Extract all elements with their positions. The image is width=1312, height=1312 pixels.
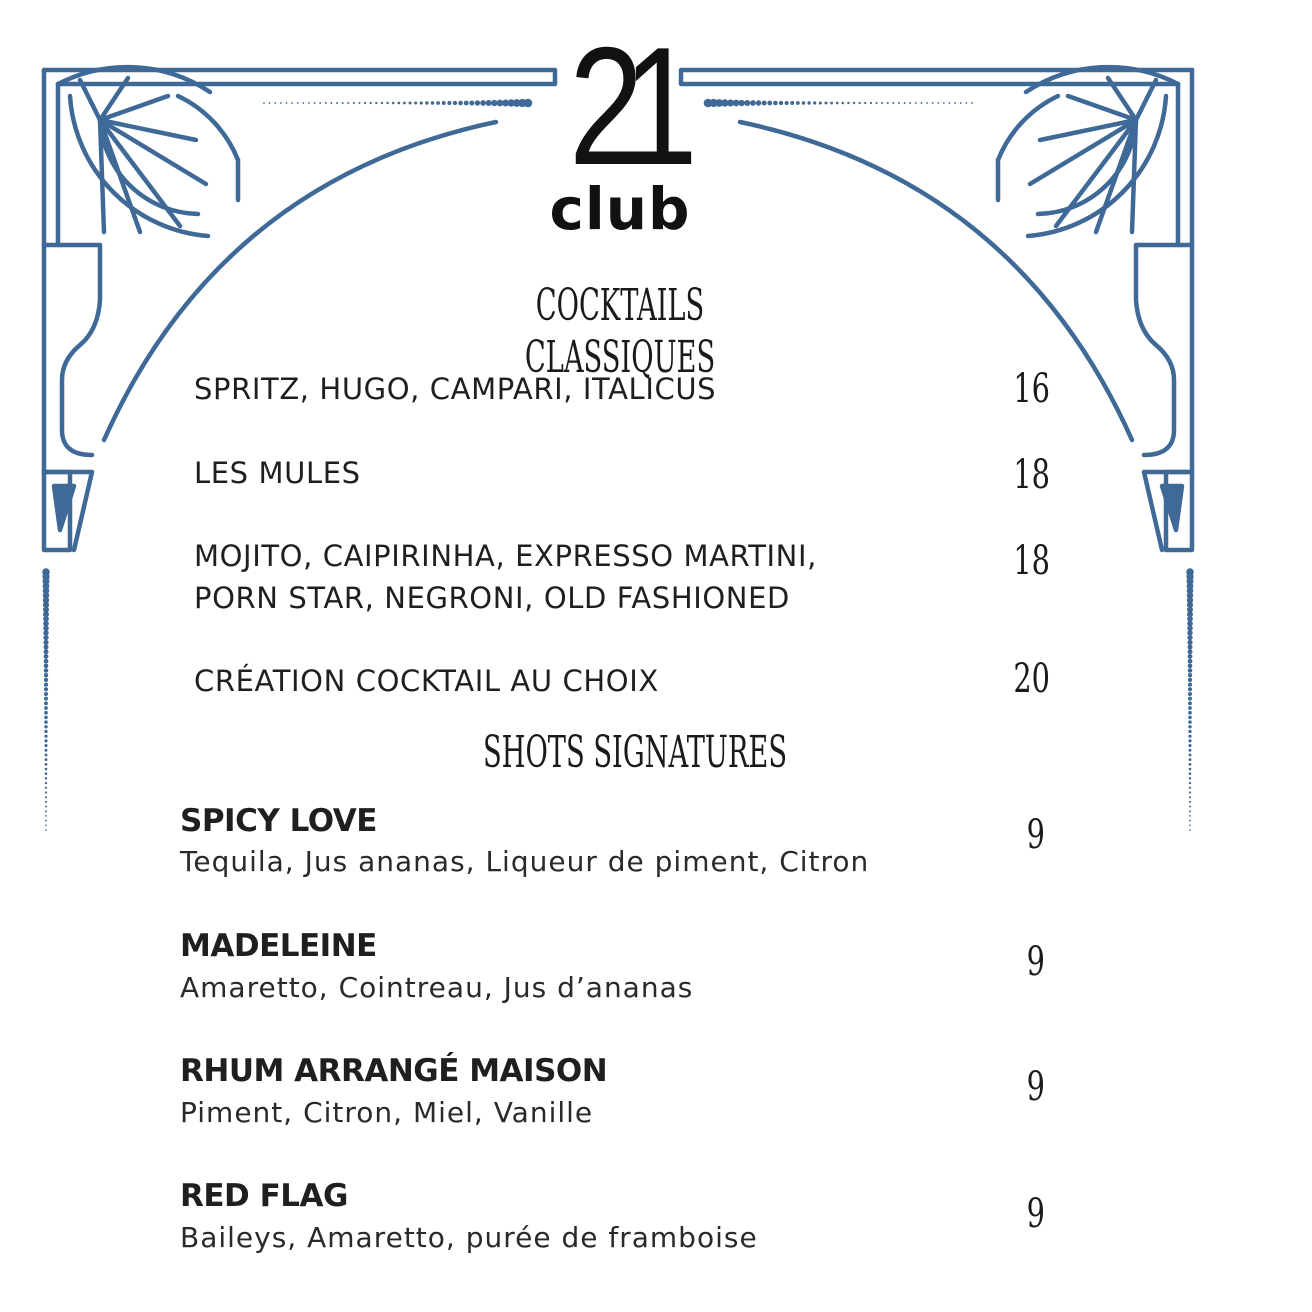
menu-item-line: MOJITO, CAIPIRINHA, EXPRESSO MARTINI, [194, 539, 817, 573]
ornament-dot [44, 730, 47, 733]
ornament-dot [881, 102, 883, 104]
ornament-dot [442, 101, 446, 105]
ornament-dot [1188, 720, 1191, 723]
ornament-dot [464, 101, 469, 106]
ornament-dot [1189, 810, 1191, 812]
ornament-dot [1188, 725, 1191, 728]
ornament-dot [1189, 791, 1191, 793]
ornament-dot [937, 102, 939, 104]
ornament-dot [1188, 735, 1191, 738]
ornament-dot [44, 725, 47, 728]
ornament-dot [842, 102, 845, 105]
ornament-dot [954, 102, 956, 104]
ornament-dot [1188, 716, 1192, 720]
ornament-dot [904, 102, 906, 104]
ornament-dot [943, 102, 945, 104]
ornament-dot [1189, 829, 1191, 831]
ornament-dot [45, 782, 47, 784]
menu-item-price: 18 [1013, 538, 1050, 584]
ornament-dot [302, 102, 304, 104]
menu-item-price: 18 [1013, 452, 1050, 498]
ornament-dot [1188, 706, 1192, 710]
ornament-dot [824, 102, 827, 105]
shot-price: 9 [1026, 939, 1045, 985]
ornament-dot [44, 720, 47, 723]
ornament-dot [397, 102, 400, 105]
ornament-dot [1187, 626, 1193, 632]
ornament-dot [807, 101, 810, 104]
ornament-dot [286, 102, 288, 104]
ornament-dot [847, 102, 849, 104]
ornament-dot [44, 701, 48, 705]
ornament-dot [1187, 630, 1192, 635]
ornament-dot [1189, 758, 1192, 761]
menu-item-line: LES MULES [194, 456, 361, 490]
ornament-dot [43, 645, 48, 650]
ornament-dot [926, 102, 928, 104]
ornament-dot [1187, 640, 1192, 645]
ornament-dot [870, 102, 872, 104]
ornament-dot [45, 791, 47, 793]
logo-word: club [549, 175, 691, 243]
menu-item-mules [194, 452, 914, 494]
ornament-dot [45, 801, 47, 803]
menu-item-line: PORN STAR, NEGRONI, OLD FASHIONED [194, 581, 790, 615]
ornament-dot [44, 744, 47, 747]
ornament-dot [1189, 768, 1192, 771]
ornament-dot [45, 777, 47, 779]
ornament-dot [44, 663, 49, 668]
ornament-dot [44, 668, 49, 673]
ornament-dot [44, 739, 47, 742]
ornament-dot [744, 100, 750, 106]
ornament-dot [1189, 749, 1192, 752]
ornament-dot [45, 772, 48, 775]
ornament-dot [932, 102, 934, 104]
ornament-dot [392, 102, 395, 105]
ornament-dot [43, 635, 48, 640]
ornament-dot [447, 101, 451, 105]
shot-name: SPICY LOVE [180, 803, 377, 839]
shot-price: 9 [1026, 1191, 1045, 1237]
ornament-dot [1187, 645, 1192, 650]
ornament-dot [291, 102, 293, 104]
ornament-dot [45, 758, 48, 761]
menu-item-line: SPRITZ, HUGO, CAMPARI, ITALICUS [194, 372, 717, 406]
ornament-dot [45, 810, 47, 812]
menu-item-creation [194, 660, 914, 702]
ornament-dot [785, 101, 789, 105]
ornament-dot [1188, 697, 1192, 701]
ornament-dot [370, 102, 372, 104]
ornament-dot [44, 659, 49, 664]
shell-fan-right-icon [998, 67, 1178, 236]
ornament-dot [381, 102, 383, 104]
ornament-dot [308, 102, 310, 104]
ornament-dot [819, 101, 822, 104]
ornament-dot [1189, 815, 1191, 817]
ornament-dot [858, 102, 860, 104]
section-title-shots-signatures: SHOTS SIGNATURES [482, 727, 788, 778]
ornament-dot [45, 763, 48, 766]
ornament-dot [353, 102, 355, 104]
ornament-dot [375, 102, 377, 104]
shot-description: Baileys, Amaretto, purée de framboise [180, 1221, 758, 1254]
ornament-dot [44, 706, 48, 710]
ornament-dot [965, 102, 967, 104]
ornament-dot [1188, 744, 1191, 747]
ornament-dot [44, 682, 48, 686]
ornament-dot [44, 692, 48, 696]
menu-item-price: 20 [1013, 656, 1050, 702]
shot-description: Piment, Citron, Miel, Vanille [180, 1096, 594, 1129]
ornament-dot [358, 102, 360, 104]
menu-item-line: CRÉATION COCKTAIL AU CHOIX [194, 664, 659, 698]
ornament-dot [1189, 777, 1191, 779]
ornament-dot [524, 99, 533, 108]
ornament-dot [779, 101, 783, 105]
ornament-dot [420, 101, 423, 104]
ornament-dot [44, 687, 48, 691]
ornament-dot [364, 102, 366, 104]
ornament-dot [1188, 682, 1192, 686]
ornament-dot [325, 102, 327, 104]
ornament-dot [1189, 787, 1191, 789]
ornament-dot [756, 100, 761, 105]
ornament-dot [491, 100, 497, 106]
ornament-dot [853, 102, 855, 104]
menu-item-mojito [194, 535, 914, 619]
ornament-dot [263, 102, 265, 104]
ornament-dot [921, 102, 923, 104]
shot-price: 9 [1026, 1064, 1045, 1110]
ornament-dot [1188, 730, 1191, 733]
ornament-dot [414, 101, 417, 104]
ornament-dot [1189, 801, 1191, 803]
ornament-dot [475, 100, 480, 105]
ornament-dot [45, 820, 47, 822]
ornament-dot [347, 102, 349, 104]
ornament-dot [44, 673, 48, 677]
ornament-dot [409, 102, 412, 105]
ornament-dot [43, 626, 49, 632]
ornament-dot [739, 100, 745, 106]
ornament-dot [790, 101, 794, 105]
ornament-dot [480, 100, 486, 106]
ornament-dot [436, 101, 440, 105]
ornament-dot [750, 100, 756, 106]
ornament-dot [269, 102, 271, 104]
ornament-dot [43, 640, 48, 645]
ornament-dot [44, 735, 47, 738]
ornament-dot [1187, 635, 1192, 640]
ornament-dot [45, 806, 47, 808]
ornament-dot [796, 101, 800, 105]
ornament-dot [44, 697, 48, 701]
ornament-dot [875, 102, 877, 104]
ornament-dot [949, 102, 951, 104]
ornament-dot [45, 815, 47, 817]
ornament-dot [887, 102, 889, 104]
shot-name: RED FLAG [180, 1178, 348, 1214]
ornament-dot [403, 102, 406, 105]
ornament-dot [1189, 772, 1192, 775]
ornament-dot [892, 102, 894, 104]
ornament-dot [1188, 711, 1192, 715]
ornament-dot [386, 102, 388, 104]
ornament-dot [1189, 806, 1191, 808]
ornament-dot [44, 716, 48, 720]
ornament-dot [1188, 654, 1193, 659]
ornament-dot [773, 101, 778, 106]
ornament-dot [45, 796, 47, 798]
ornament-dot [971, 102, 973, 104]
ornament-dot [45, 768, 48, 771]
ornament-dot [280, 102, 282, 104]
ornament-dot [45, 749, 48, 752]
ornament-dot [1188, 649, 1193, 654]
ornament-dot [836, 102, 839, 105]
ornament-dot [45, 824, 47, 826]
menu-item-spritz [194, 368, 914, 410]
shell-fan-left-icon [58, 67, 238, 236]
section-title-cocktails-classiques: COCKTAILS CLASSIQUES [524, 280, 716, 383]
menu-item-price: 16 [1013, 366, 1050, 412]
ornament-dot [43, 630, 48, 635]
ornament-dot [1188, 739, 1191, 742]
ornament-dot [767, 101, 772, 106]
ornament-dot [486, 100, 492, 106]
shot-name: RHUM ARRANGÉ MAISON [180, 1053, 608, 1089]
ornament-dot [1188, 663, 1193, 668]
logo-number: 21 [569, 12, 677, 200]
ornament-dot [297, 102, 299, 104]
ornament-dot [44, 711, 48, 715]
ornament-dot [469, 100, 474, 105]
shot-description: Amaretto, Cointreau, Jus d’ananas [180, 971, 694, 1004]
ornament-dot [330, 102, 332, 104]
ornament-dot [44, 649, 49, 654]
shot-name: MADELEINE [180, 928, 377, 964]
ornament-dot [425, 101, 428, 104]
ornament-dot [1188, 659, 1193, 664]
ornament-dot [1189, 820, 1191, 822]
ornament-dot [314, 102, 316, 104]
ornament-dot [960, 102, 962, 104]
ornament-dot [1188, 687, 1192, 691]
ornament-dot [342, 102, 344, 104]
ornament-dot [704, 99, 713, 108]
shot-price: 9 [1026, 812, 1045, 858]
ornament-dot [45, 829, 47, 831]
ornament-dot [1188, 692, 1192, 696]
ornament-dot [1188, 668, 1193, 673]
ornament-dot [431, 101, 435, 105]
ornament-dot [45, 787, 47, 789]
ornament-dot [453, 101, 457, 105]
shot-description: Tequila, Jus ananas, Liqueur de piment, Citron [180, 845, 870, 878]
ornament-dot [336, 102, 338, 104]
ornament-dot [319, 102, 321, 104]
ornament-dot [830, 102, 833, 105]
ornament-dot [802, 101, 806, 105]
ornament-dot [1188, 678, 1192, 682]
ornament-dot [44, 678, 48, 682]
ornament-dot [1188, 701, 1192, 705]
ornament-dot [813, 101, 816, 104]
ornament-dot [864, 102, 866, 104]
ornament-dot [1188, 673, 1192, 677]
ornament-dot [274, 102, 276, 104]
ornament-dot [915, 102, 917, 104]
ornament-dot [898, 102, 900, 104]
ornament-dot [458, 101, 463, 106]
ornament-dot [1189, 782, 1191, 784]
ornament-dot [909, 102, 911, 104]
ornament-dot [1189, 754, 1192, 757]
ornament-dot [1189, 796, 1191, 798]
ornament-dot [44, 654, 49, 659]
ornament-dot [45, 754, 48, 757]
ornament-dot [762, 100, 767, 105]
ornament-dot [1189, 763, 1192, 766]
ornament-dot [1189, 824, 1191, 826]
